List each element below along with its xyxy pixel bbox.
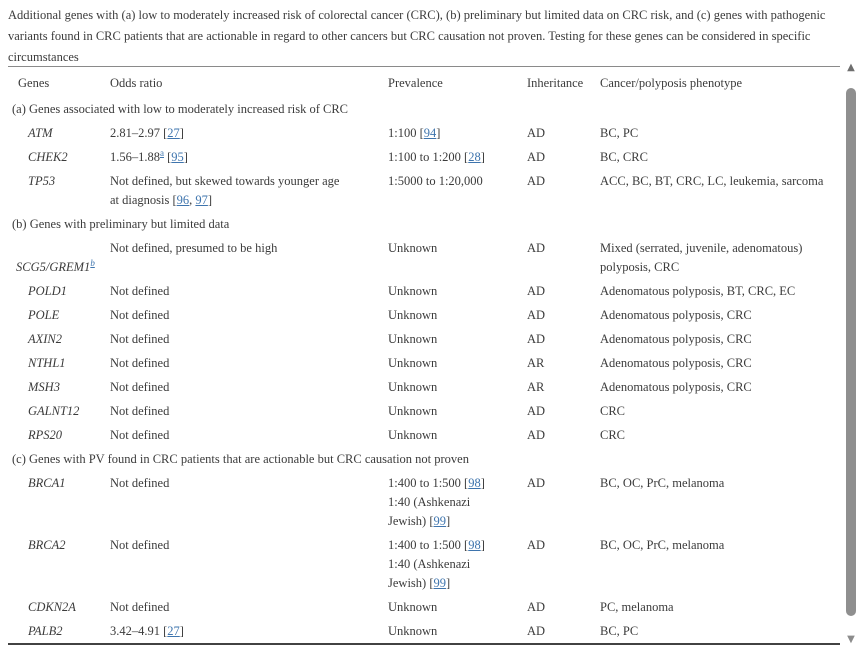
prevalence-value — [388, 169, 527, 212]
gene-name — [8, 375, 110, 399]
text-run: Not defined, but skewed towards younger age — [110, 174, 340, 188]
scrollbar-thumb[interactable] — [846, 88, 856, 616]
text-run: Unknown — [388, 404, 438, 418]
text-run: Not defined — [110, 538, 170, 552]
prevalence-value — [388, 121, 527, 145]
text-run: RPS20 — [28, 428, 63, 442]
reference-link[interactable]: 99 — [433, 576, 446, 590]
gene-name — [8, 595, 110, 619]
inheritance-value: AD — [527, 476, 546, 490]
text-run: POLE — [28, 308, 60, 322]
prevalence-value — [388, 423, 527, 447]
text-run: ] — [179, 624, 184, 638]
text-run: Unknown — [388, 624, 438, 638]
odds-ratio-value — [110, 121, 388, 145]
phenotype-value — [600, 471, 840, 533]
text-run: ] — [207, 193, 213, 207]
text-run: POLD1 — [28, 284, 67, 298]
odds-ratio-value — [110, 279, 388, 303]
scroll-down-icon[interactable]: ▼ — [847, 634, 855, 645]
text-run: Unknown — [388, 428, 438, 442]
gene-name — [8, 236, 110, 279]
prevalence-value — [388, 375, 527, 399]
text-run: (b) Genes with preliminary but limited data — [12, 217, 230, 231]
text-run: Not defined — [110, 404, 170, 418]
text-run: ACC, BC, BT, CRC, LC, leukemia, sarcoma — [600, 174, 824, 188]
inheritance-value: AD — [527, 428, 546, 442]
inheritance-value: AD — [527, 150, 546, 164]
gene-row — [8, 533, 840, 595]
gene-name — [8, 423, 110, 447]
odds-ratio-value — [110, 375, 388, 399]
reference-link[interactable]: 27 — [167, 126, 180, 140]
gene-name — [8, 303, 110, 327]
text-run: Adenomatous polyposis, CRC — [600, 356, 752, 370]
section-row — [8, 447, 840, 471]
inheritance-value: AR — [527, 380, 545, 394]
phenotype-value — [600, 145, 840, 169]
table-caption: Additional genes with (a) low to moderately increased risk of colorectal cancer (CRC), (b) preliminary but limited data on CRC risk, and (c) genes with pathogenic variants found in CRC patients that are actionable in regard to other cancers but CRC causation not proven. Testing for these genes can be considered in specific circumstances — [8, 8, 826, 64]
odds-ratio-value — [110, 619, 388, 644]
inheritance-value: AD — [527, 332, 546, 346]
phenotype-value — [600, 303, 840, 327]
text-run: ] — [480, 538, 485, 552]
text-run: 1:100 [ — [388, 126, 424, 140]
text-run: BC, PC — [600, 624, 639, 638]
text-run: Not defined — [110, 308, 170, 322]
scroll-up-icon[interactable]: ▲ — [847, 62, 855, 73]
text-run: Mixed (serrated, juvenile, adenomatous) — [600, 241, 803, 255]
text-run: Not defined, presumed to be high — [110, 241, 278, 255]
text-run: ] — [480, 150, 485, 164]
odds-ratio-value — [110, 399, 388, 423]
gene-name — [8, 327, 110, 351]
text-run: Not defined — [110, 600, 170, 614]
inheritance-value: AD — [527, 241, 546, 255]
col-header-prevalence: Prevalence — [388, 76, 443, 90]
text-run: 1:40 (Ashkenazi — [388, 495, 471, 509]
gene-row — [8, 619, 840, 644]
gene-name — [8, 619, 110, 644]
odds-ratio-value — [110, 471, 388, 533]
gene-row — [8, 145, 840, 169]
phenotype-value — [600, 327, 840, 351]
text-run: 3.42–4.91 [ — [110, 624, 168, 638]
inheritance-value: AR — [527, 356, 545, 370]
text-run: AXIN2 — [28, 332, 63, 346]
text-run: BC, PC — [600, 126, 639, 140]
text-run: CHEK2 — [28, 150, 68, 164]
gene-row — [8, 236, 840, 279]
text-run: Unknown — [388, 308, 438, 322]
text-run: BRCA2 — [28, 538, 66, 552]
gene-name — [8, 279, 110, 303]
reference-link[interactable]: b — [90, 257, 95, 268]
prevalence-value — [388, 595, 527, 619]
text-run: CRC — [600, 428, 626, 442]
phenotype-value — [600, 595, 840, 619]
prevalence-value — [388, 145, 527, 169]
phenotype-value — [600, 169, 840, 212]
text-run: CDKN2A — [28, 600, 76, 614]
text-run: Not defined — [110, 356, 170, 370]
text-run: 1:5000 to 1:20,000 — [388, 174, 483, 188]
gene-name — [8, 533, 110, 595]
phenotype-value — [600, 423, 840, 447]
gene-name — [8, 145, 110, 169]
text-run: 1:40 (Ashkenazi — [388, 557, 471, 571]
col-header-genes: Genes — [18, 76, 50, 90]
text-run: ] — [179, 126, 184, 140]
text-run: Adenomatous polyposis, CRC — [600, 380, 752, 394]
text-run: BC, OC, PrC, melanoma — [600, 476, 725, 490]
text-run: ] — [480, 476, 485, 490]
text-run: Not defined — [110, 284, 170, 298]
reference-link[interactable]: a — [160, 147, 164, 158]
gene-row — [8, 327, 840, 351]
section-row — [8, 97, 840, 121]
phenotype-value — [600, 279, 840, 303]
text-run: polyposis, CRC — [600, 260, 680, 274]
header-row — [8, 67, 840, 98]
text-run: ATM — [28, 126, 53, 140]
gene-name — [8, 399, 110, 423]
text-run: ] — [445, 514, 451, 528]
text-run: PALB2 — [28, 624, 63, 638]
col-header-inheritance: Inheritance — [527, 76, 584, 90]
text-run: Unknown — [388, 241, 438, 255]
genes-table — [8, 66, 840, 645]
text-run: CRC — [600, 404, 626, 418]
section-label — [8, 212, 840, 236]
text-run: Unknown — [388, 332, 438, 346]
text-run: GALNT12 — [28, 404, 80, 418]
text-run: Unknown — [388, 356, 438, 370]
reference-link[interactable]: 97 — [195, 193, 208, 207]
text-run: BRCA1 — [28, 476, 66, 490]
reference-link[interactable]: 96 — [176, 193, 190, 207]
col-header-odds-ratio: Odds ratio — [110, 76, 163, 90]
prevalence-value — [388, 533, 527, 595]
text-run: Not defined — [110, 332, 170, 346]
text-run: at diagnosis [ — [110, 193, 177, 207]
footnote-marker[interactable] — [90, 258, 95, 268]
inheritance-value: AD — [527, 404, 546, 418]
phenotype-value — [600, 619, 840, 644]
text-run: Unknown — [388, 380, 438, 394]
inheritance-value: AD — [527, 284, 546, 298]
text-run: 1:400 to 1:500 [ — [388, 476, 469, 490]
inheritance-value: AD — [527, 174, 546, 188]
gene-row — [8, 471, 840, 533]
prevalence-value — [388, 303, 527, 327]
reference-link[interactable]: 99 — [433, 514, 446, 528]
odds-ratio-value — [110, 351, 388, 375]
prevalence-value — [388, 351, 527, 375]
vertical-scrollbar[interactable] — [843, 60, 859, 648]
reference-link[interactable]: 27 — [167, 624, 180, 638]
gene-row — [8, 169, 840, 212]
reference-link[interactable]: 98 — [468, 476, 481, 490]
text-run: 1:100 to 1:200 [ — [388, 150, 469, 164]
gene-row — [8, 279, 840, 303]
gene-name — [8, 121, 110, 145]
text-run: 1.56–1.88 — [110, 150, 160, 164]
text-run: 2.81–2.97 [ — [110, 126, 168, 140]
phenotype-value — [600, 236, 840, 279]
text-run: Adenomatous polyposis, BT, CRC, EC — [600, 284, 796, 298]
text-run: Unknown — [388, 600, 438, 614]
gene-row — [8, 121, 840, 145]
gene-row — [8, 303, 840, 327]
text-run: Unknown — [388, 284, 438, 298]
gene-row — [8, 351, 840, 375]
inheritance-value: AD — [527, 126, 546, 140]
text-run: PC, melanoma — [600, 600, 674, 614]
text-run: MSH3 — [28, 380, 60, 394]
inheritance-value: AD — [527, 600, 546, 614]
text-run: Adenomatous polyposis, CRC — [600, 332, 752, 346]
odds-ratio-value — [110, 595, 388, 619]
gene-name — [8, 471, 110, 533]
reference-link[interactable]: 95 — [171, 150, 184, 164]
odds-ratio-value — [110, 169, 388, 212]
section-label — [8, 97, 840, 121]
phenotype-value — [600, 399, 840, 423]
section-row — [8, 212, 840, 236]
odds-ratio-value — [110, 327, 388, 351]
odds-ratio-value — [110, 423, 388, 447]
phenotype-value — [600, 533, 840, 595]
text-run: Not defined — [110, 428, 170, 442]
text-run: Not defined — [110, 476, 170, 490]
odds-ratio-value — [110, 303, 388, 327]
gene-row — [8, 595, 840, 619]
phenotype-value — [600, 351, 840, 375]
text-run: Jewish) [ — [388, 514, 434, 528]
text-run: BC, CRC — [600, 150, 648, 164]
section-label — [8, 447, 840, 471]
text-run: ] — [445, 576, 451, 590]
prevalence-value — [388, 399, 527, 423]
table-body — [8, 97, 840, 644]
text-run: 1:400 to 1:500 [ — [388, 538, 469, 552]
prevalence-value — [388, 236, 527, 279]
text-run: , — [189, 193, 196, 207]
inheritance-value: AD — [527, 538, 546, 552]
text-run: SCG5/GREM1 — [16, 260, 91, 274]
text-run: TP53 — [28, 174, 56, 188]
text-run: (a) Genes associated with low to moderately increased risk of CRC — [12, 102, 349, 116]
phenotype-value — [600, 121, 840, 145]
reference-link[interactable]: 94 — [423, 126, 437, 140]
prevalence-value — [388, 279, 527, 303]
gene-row — [8, 423, 840, 447]
reference-link[interactable]: 28 — [468, 150, 481, 164]
gene-name — [8, 351, 110, 375]
col-header-phenotype: Cancer/polyposis phenotype — [600, 76, 742, 90]
gene-row — [8, 375, 840, 399]
gene-name — [8, 169, 110, 212]
text-run: (c) Genes with PV found in CRC patients that are actionable but CRC causation not proven — [12, 452, 469, 466]
text-run: [ — [164, 150, 172, 164]
prevalence-value — [388, 327, 527, 351]
prevalence-value — [388, 471, 527, 533]
text-run: Jewish) [ — [388, 576, 434, 590]
odds-ratio-value — [110, 533, 388, 595]
table-container — [8, 66, 840, 645]
gene-row — [8, 399, 840, 423]
text-run: ] — [183, 150, 188, 164]
phenotype-value — [600, 375, 840, 399]
prevalence-value — [388, 619, 527, 644]
inheritance-value: AD — [527, 308, 546, 322]
text-run: Adenomatous polyposis, CRC — [600, 308, 752, 322]
text-run: ] — [436, 126, 441, 140]
reference-link[interactable]: 98 — [468, 538, 481, 552]
text-run: Not defined — [110, 380, 170, 394]
odds-ratio-value — [110, 145, 388, 169]
inheritance-value: AD — [527, 624, 546, 638]
text-run: NTHL1 — [28, 356, 66, 370]
text-run: BC, OC, PrC, melanoma — [600, 538, 725, 552]
odds-ratio-value — [110, 236, 388, 279]
